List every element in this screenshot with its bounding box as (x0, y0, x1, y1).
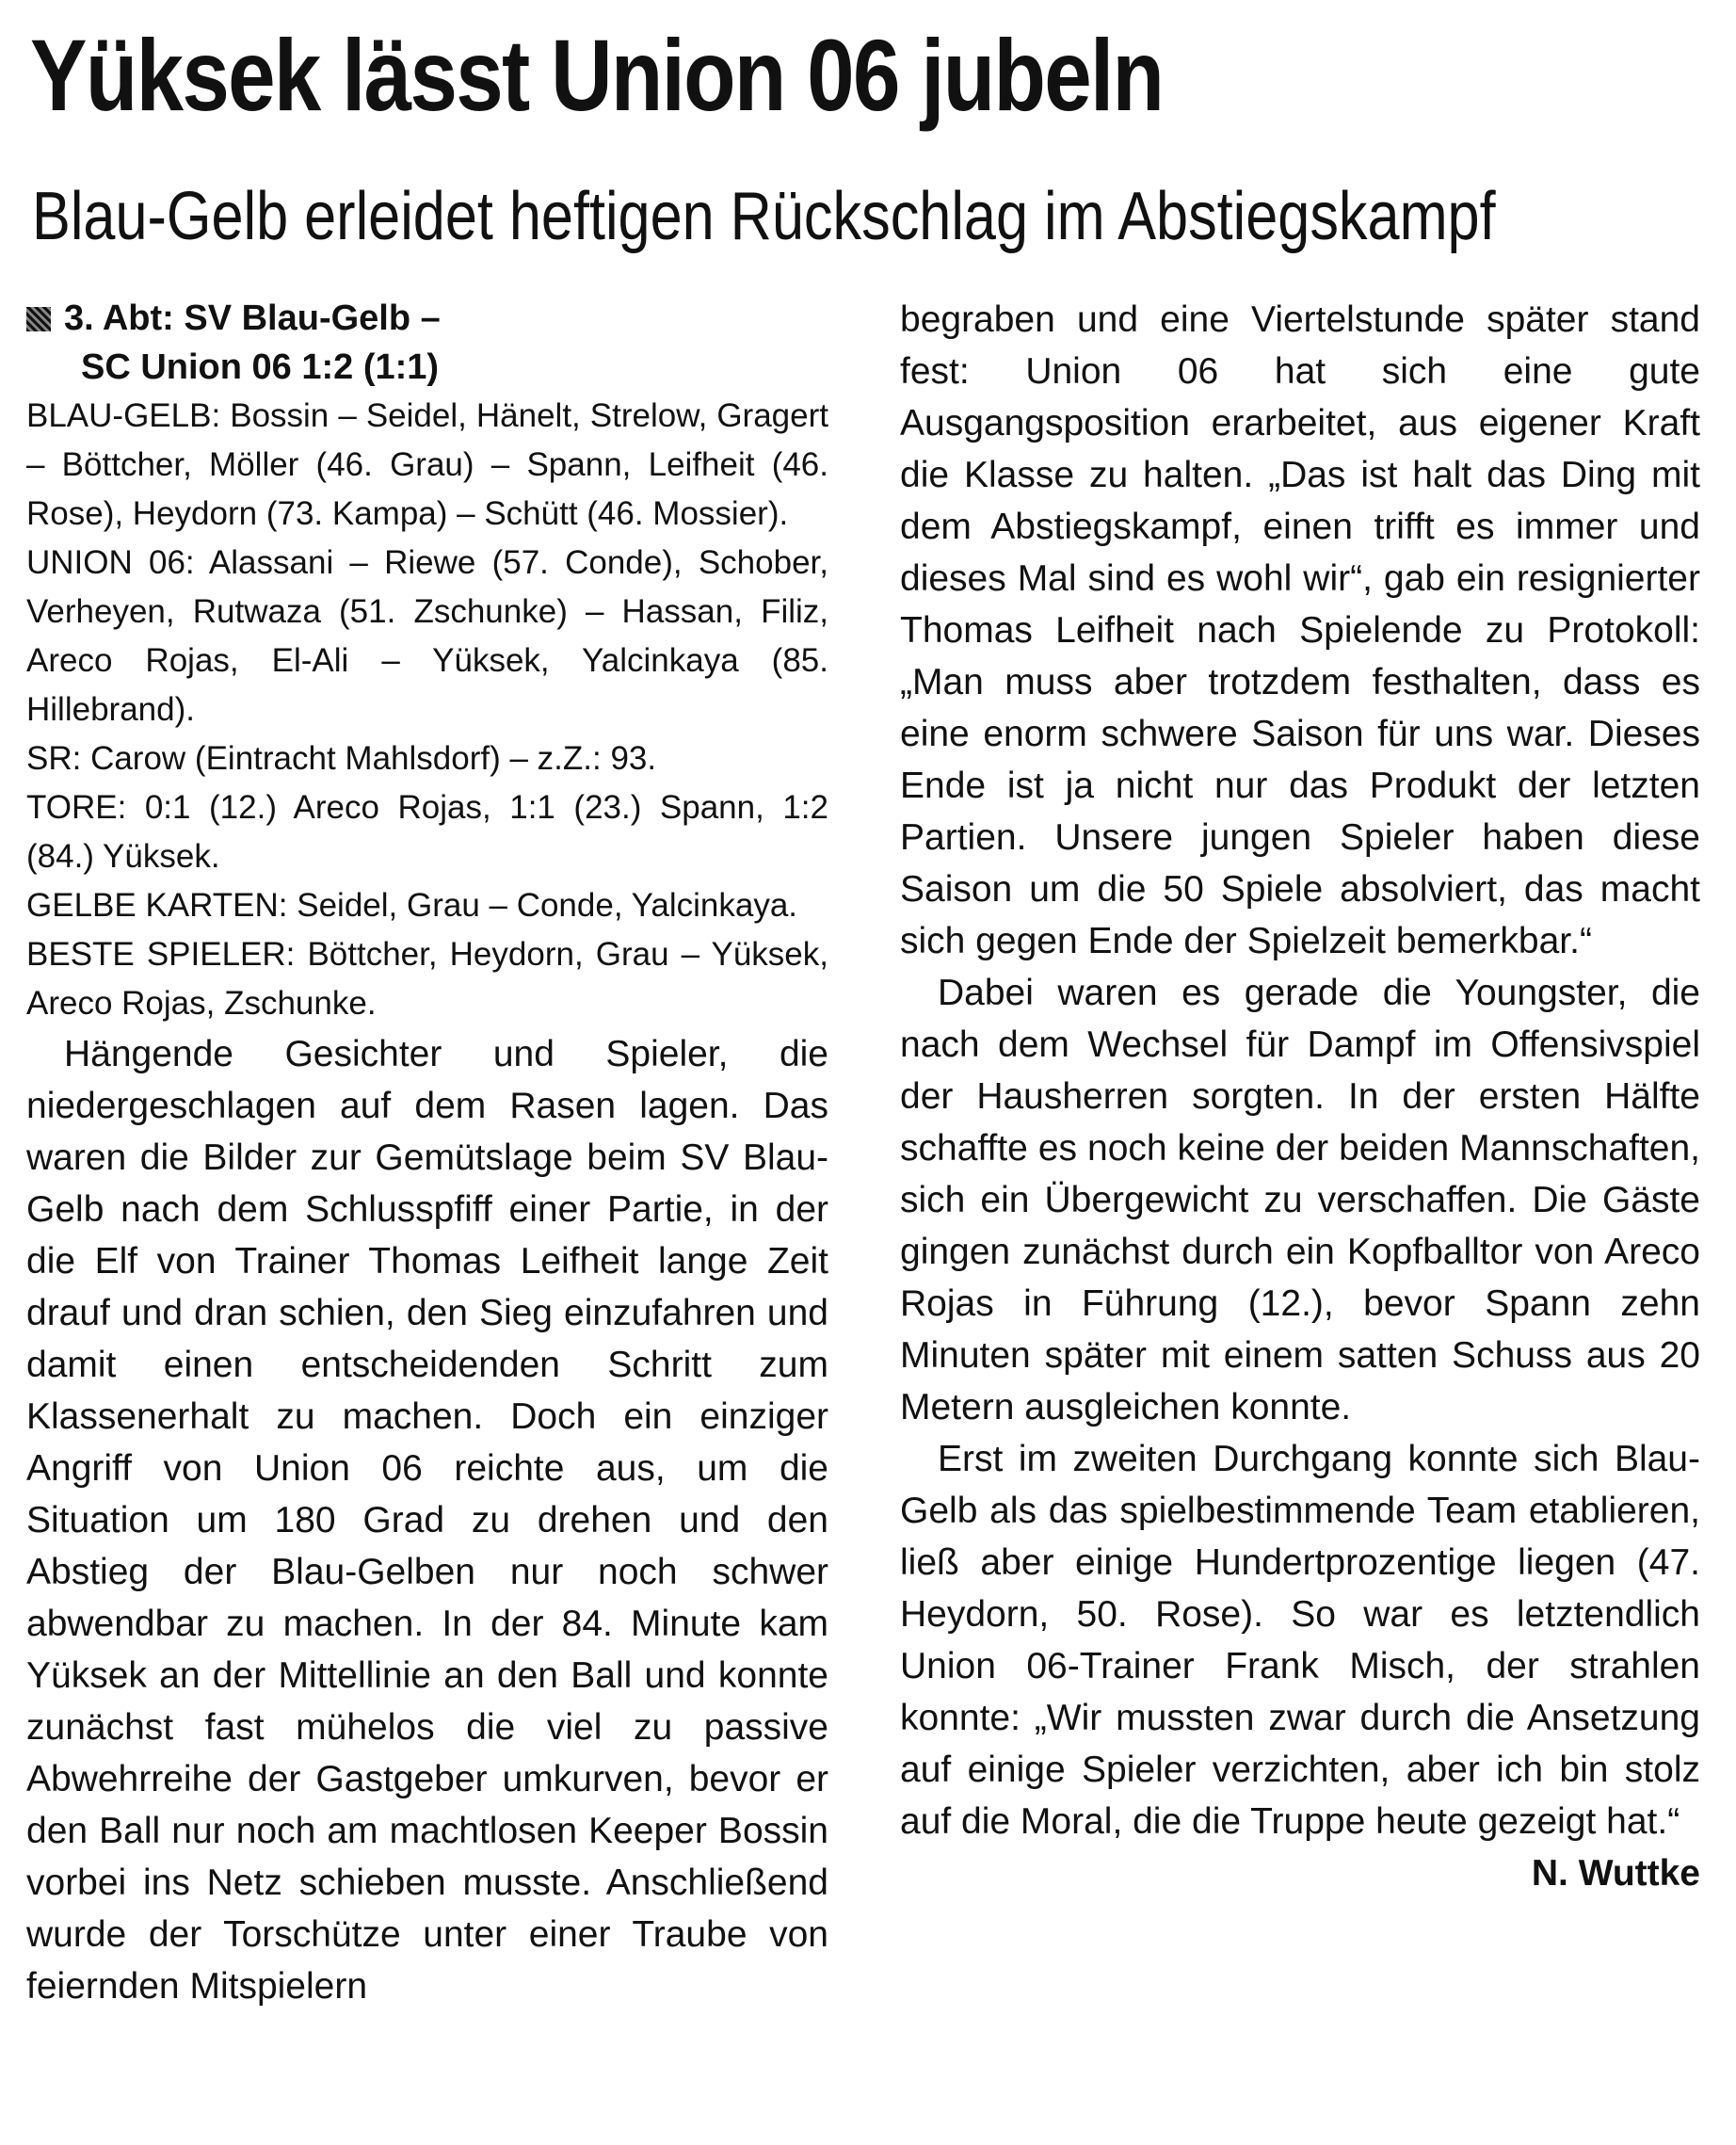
right-column (900, 294, 1700, 1899)
fact-best-players: BESTE SPIELER: Böttcher, Heydorn, Grau – Yüksek, Areco Rojas, Zschunke. (26, 936, 828, 1022)
paragraph-2: begraben und eine Viertelstunde später stand fest: Union 06 hat sich eine gute Ausgangsposition erarbeitet, aus eigener Kraft die Klasse zu halten. „Das ist halt das Ding mit dem Abstiegskampf, einen trifft es immer und dieses Mal sind es wohl wir“, gab ein resignierter Thomas Leifheit nach Spielende zu Protokoll: „Man muss aber trotzdem festhalten, dass es eine enorm schwere Saison für uns war. Dieses Ende ist ja nicht nur das Produkt der letzten Partien. Unsere jungen Spieler haben diese Saison um die 50 Spiele absolviert, das macht sich gegen Ende der Spielzeit bemerkbar.“ (900, 299, 1700, 961)
paragraph-1: Hängende Gesichter und Spieler, die niedergeschlagen auf dem Rasen lagen. Das waren die Bilder zur Gemütslage beim SV Blau-Gelb nach dem Schlusspfiff einer Partie, in der die Elf von Trainer Thomas Leifheit lange Zeit drauf und dran schien, den Sieg einzufahren und damit einen entscheidenden Schritt zum Klassenerhalt zu machen. Doch ein einziger Angriff von Union 06 reichte aus, um die Situation um 180 Grad zu drehen und den Abstieg der Blau-Gelben nur noch schwer abwendbar zu machen. In der 84. Minute kam Yüksek an der Mittellinie an den Ball und konnte zunächst fast mühelos die viel zu passive Abwehrreihe der Gastgeber umkurven, bevor er den Ball nur noch am machtlosen Keeper Bossin vorbei ins Netz schieben musste. Anschließend wurde der Torschütze unter einer Traube von feiernden Mitspielern (26, 1034, 828, 2007)
fact-referee: SR: Carow (Eintracht Mahlsdorf) – z.Z.: 93. (26, 740, 657, 777)
article (26, 0, 1712, 2145)
left-column (26, 294, 828, 2012)
paragraph-4-text: Erst im zweiten Durchgang konnte sich Blau-Gelb als das spielbestimmende Team etablieren, ließ aber einige Hundertprozentige liegen (47. Heydorn, 50. Rose). So war es letztendlich Union 06-Trainer Frank Misch, der strahlen konnte: „Wir mussten zwar durch die Ansetzung auf einige Spieler verzichten, aber ich bin stolz auf die Moral, die die Truppe heute gezeigt hat.“ (900, 1439, 1700, 1842)
fact-goals: TORE: 0:1 (12.) Areco Rojas, 1:1 (23.) Spann, 1:2 (84.) Yüksek. (26, 789, 828, 875)
paragraph-4 (900, 1433, 1700, 1894)
fact-yellow-cards: GELBE KARTEN: Seidel, Grau – Conde, Yalcinkaya. (26, 887, 798, 924)
match-header (26, 294, 828, 392)
fact-lineup-union: UNION 06: Alassani – Riewe (57. Conde), Schober, Verheyen, Rutwaza (51. Zschunke) – Hassan, Filiz, Areco Rojas, El-Ali – Yüksek, Yalcinkaya (85. Hillebrand). (26, 544, 828, 728)
fact-lineup-blau-gelb: BLAU-GELB: Bossin – Seidel, Hänelt, Strelow, Gragert – Böttcher, Möller (46. Grau) – Spann, Leifheit (46. Rose), Heydorn (73. Kampa) – Schütt (46. Mossier). (26, 397, 828, 532)
author-byline: N. Wuttke (1531, 1853, 1700, 1894)
match-header-line1: 3. Abt: SV Blau-Gelb – (64, 298, 441, 338)
match-facts (26, 392, 828, 1028)
paragraph-3: Dabei waren es gerade die Youngster, die nach dem Wechsel für Dampf im Offensivspiel der Hausherren sorgten. In der ersten Hälfte schaffte es noch keine der beiden Mannschaften, sich ein Übergewicht zu verschaffen. Die Gäste gingen zunächst durch ein Kopfballtor von Areco Rojas in Führung (12.), bevor Spann zehn Minuten später mit einem satten Schuss aus 20 Metern ausgleichen konnte. (900, 973, 1700, 1427)
subheadline: Blau-Gelb erleidet heftigen Rückschlag im Abstiegskampf (32, 179, 1496, 254)
match-header-line2: SC Union 06 1:2 (1:1) (81, 347, 440, 387)
bullet-icon (26, 307, 51, 331)
headline: Yüksek lässt Union 06 jubeln (30, 18, 1164, 132)
